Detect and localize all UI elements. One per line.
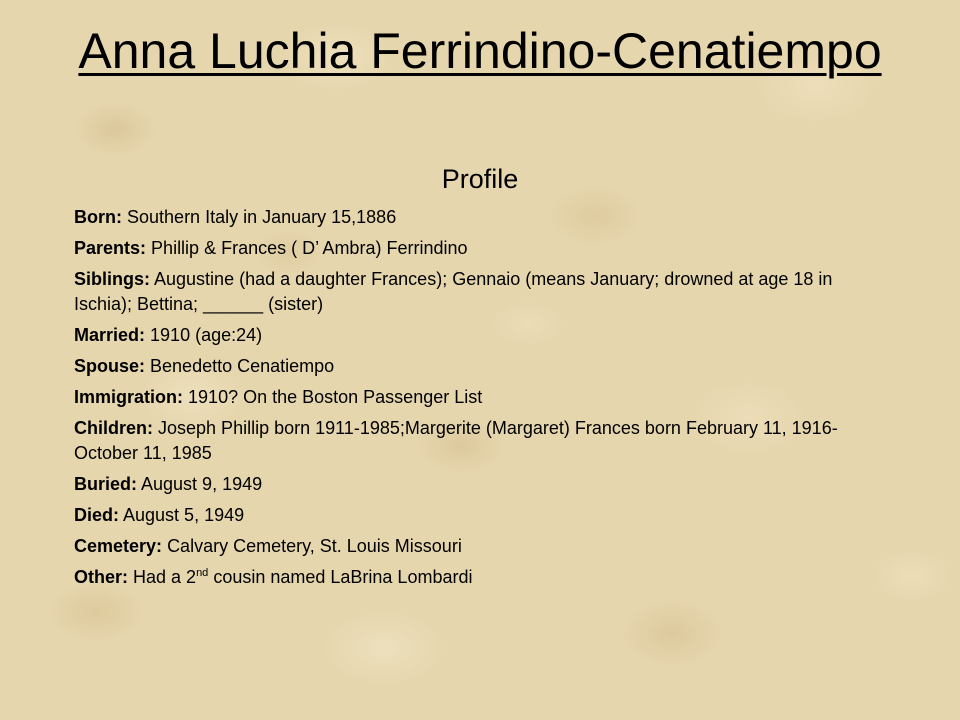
field-value: Joseph Phillip born 1911-1985;Margerite (Margaret) Frances born February 11, 1916- October 11, 1985 <box>74 418 838 463</box>
field-label: Married: <box>74 325 146 345</box>
field-label: Buried: <box>74 474 137 494</box>
profile-field-born <box>74 205 886 230</box>
field-label: Spouse: <box>74 356 146 376</box>
field-label: Died: <box>74 505 119 525</box>
field-label: Born: <box>74 207 122 227</box>
field-value-text: Had a 2 <box>133 567 197 587</box>
field-label: Parents: <box>74 238 147 258</box>
field-value: Phillip & Frances ( D’ Ambra) Ferrindino <box>151 238 468 258</box>
page-subtitle: Profile <box>441 164 519 194</box>
profile-field-children <box>74 416 886 466</box>
field-value: Benedetto Cenatiempo <box>150 356 335 376</box>
field-value: August 5, 1949 <box>123 505 245 525</box>
field-label: Other: <box>74 567 128 587</box>
page-title: Anna Luchia Ferrindino-Cenatiempo <box>78 23 882 79</box>
field-value: Calvary Cemetery, St. Louis Missouri <box>167 536 462 556</box>
field-value: 1910? On the Boston Passenger List <box>188 387 483 407</box>
field-value: Augustine (had a daughter Frances); Gennaio (means January; drowned at age 18 in Ischia); Bettina; ______ (sister) <box>74 269 833 314</box>
profile-field-parents <box>74 236 886 261</box>
field-value: 1910 (age:24) <box>150 325 263 345</box>
profile-field-spouse <box>74 354 886 379</box>
profile-field-cemetery <box>74 534 886 559</box>
field-label: Siblings: <box>74 269 150 289</box>
profile-field-other <box>74 565 886 590</box>
field-value: Southern Italy in January 15,1886 <box>127 207 397 227</box>
field-label: Cemetery: <box>74 536 163 556</box>
profile-field-married <box>74 323 886 348</box>
field-label: Immigration: <box>74 387 184 407</box>
profile-field-immigration <box>74 385 886 410</box>
field-value: August 9, 1949 <box>141 474 263 494</box>
profile-field-siblings <box>74 267 886 317</box>
field-label: Children: <box>74 418 153 438</box>
profile-field-died <box>74 503 886 528</box>
profile-field-list <box>74 205 886 596</box>
profile-field-buried <box>74 472 886 497</box>
ordinal-suffix: nd <box>196 567 209 579</box>
field-value-text: cousin named LaBrina Lombardi <box>208 567 473 587</box>
field-value <box>133 567 472 587</box>
